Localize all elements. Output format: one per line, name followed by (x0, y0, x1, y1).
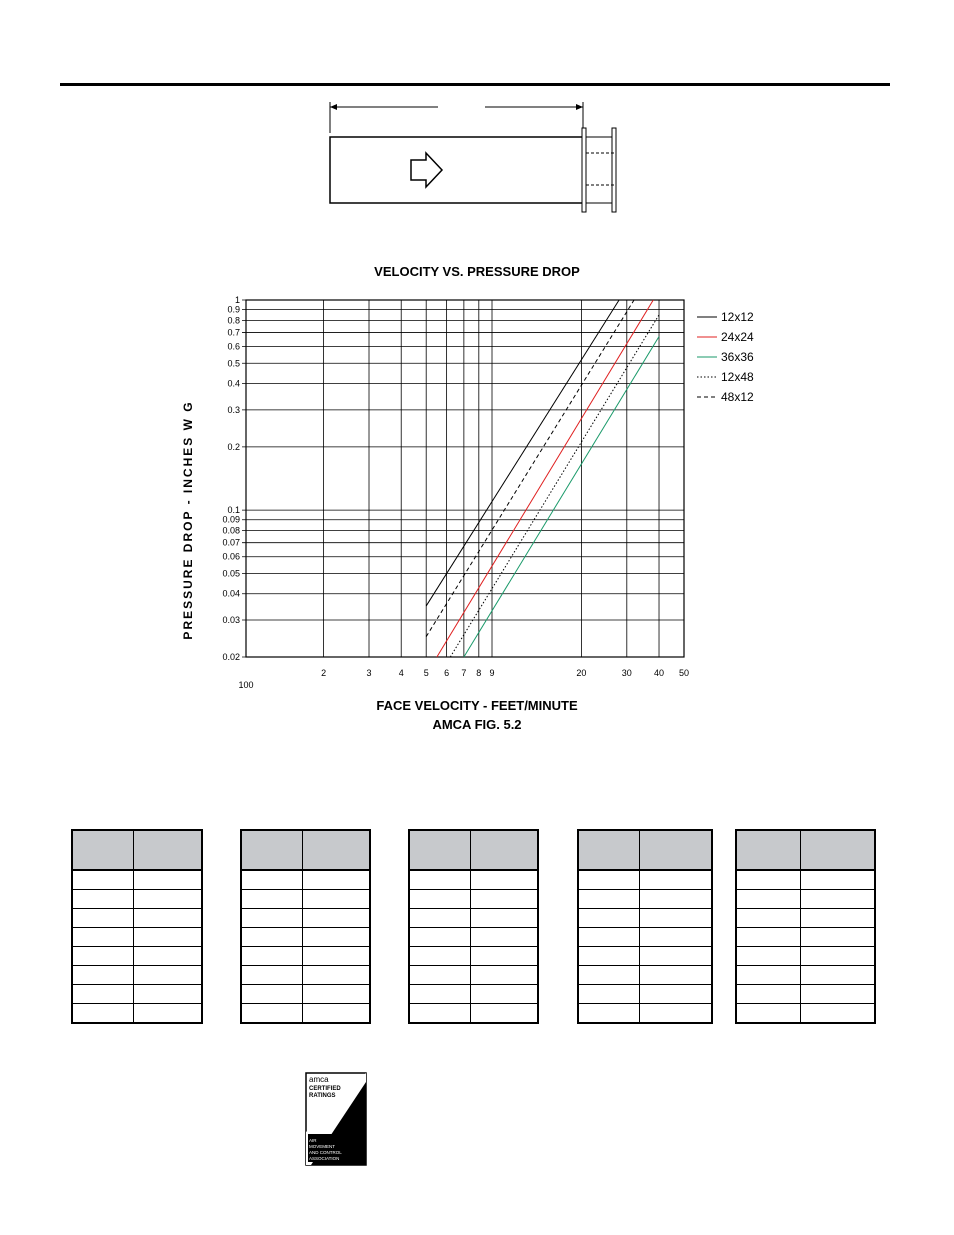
plot-frame (246, 300, 684, 657)
table-cell (471, 1004, 539, 1024)
table-cell (72, 870, 134, 890)
table-cell (134, 870, 203, 890)
svg-text:MOVEMENT: MOVEMENT (309, 1144, 336, 1149)
table-cell (241, 870, 303, 890)
x-tick-label: 4 (398, 668, 404, 678)
table-cell (736, 890, 801, 909)
table-cell (736, 909, 801, 928)
legend-swatch (697, 354, 717, 360)
table-row (736, 890, 875, 909)
svg-text:AIR: AIR (341, 1118, 352, 1124)
table-row (241, 909, 370, 928)
y-tick-label: 0.7 (227, 327, 240, 338)
legend-item-36x36 (697, 347, 754, 367)
table-cell (134, 966, 203, 985)
table-row (736, 870, 875, 890)
table-cell (134, 947, 203, 966)
table-cell (801, 985, 876, 1004)
table-cell (134, 985, 203, 1004)
table-cell (640, 928, 713, 947)
legend-swatch (697, 394, 717, 400)
table-row (578, 1004, 712, 1024)
legend-label: 36x36 (721, 350, 754, 364)
y-tick-label: 0.2 (227, 441, 240, 452)
x-tick-label: 9 (489, 668, 495, 678)
table-cell (578, 909, 640, 928)
y-tick-label: 0.08 (222, 525, 240, 536)
table-cell (134, 1004, 203, 1024)
table-row (578, 966, 712, 985)
x-tick-label: 6 (444, 668, 450, 678)
table-cell (241, 985, 303, 1004)
table-cell (241, 966, 303, 985)
table-cell (471, 985, 539, 1004)
table-row (241, 966, 370, 985)
table-cell (409, 870, 471, 890)
table-header-cell (736, 830, 801, 870)
table-cell (578, 890, 640, 909)
table-cell (303, 966, 371, 985)
table-cell (578, 985, 640, 1004)
y-tick-label: 0.04 (222, 588, 240, 599)
header-rule (60, 83, 890, 86)
y-tick-label: 0.06 (222, 551, 240, 562)
svg-text:AND CONTROL: AND CONTROL (309, 1150, 342, 1155)
table-cell (736, 947, 801, 966)
table-row (578, 928, 712, 947)
table-cell (303, 870, 371, 890)
table-header-cell (303, 830, 371, 870)
table-cell (736, 966, 801, 985)
table-cell (801, 890, 876, 909)
legend-label: 12x12 (721, 310, 754, 324)
data-table (408, 829, 539, 1024)
table-cell (241, 947, 303, 966)
table-row (736, 985, 875, 1004)
table-row (578, 985, 712, 1004)
table-cell (303, 909, 371, 928)
legend-label: 24x24 (721, 330, 754, 344)
table-header-cell (409, 830, 471, 870)
table-cell (640, 985, 713, 1004)
table-cell (801, 966, 876, 985)
table-cell (801, 909, 876, 928)
legend-item-24x24 (697, 327, 754, 347)
table-cell (578, 966, 640, 985)
table-row (241, 947, 370, 966)
legend-item-12x48 (697, 367, 754, 387)
y-tick-label: 0.3 (227, 404, 240, 415)
table-header-cell (640, 830, 713, 870)
table-row (72, 870, 202, 890)
x-tick-label: 20 (576, 668, 587, 678)
table-row (578, 870, 712, 890)
table-cell (72, 947, 134, 966)
table-header-cell (134, 830, 203, 870)
table-cell (241, 928, 303, 947)
svg-text:CERTIFIED: CERTIFIED (309, 1086, 341, 1092)
table-cell (736, 985, 801, 1004)
table-cell (72, 928, 134, 947)
y-axis-label: PRESSURE DROP - INCHES W G (181, 400, 195, 640)
y-tick-label: 0.9 (227, 304, 240, 315)
chart-legend (697, 307, 754, 407)
table-header-cell (801, 830, 876, 870)
table-row (72, 966, 202, 985)
y-tick-label: 0.05 (222, 568, 240, 579)
table-cell (409, 928, 471, 947)
svg-text:RATINGS: RATINGS (309, 1093, 336, 1099)
table-row (736, 928, 875, 947)
table-row (409, 947, 538, 966)
table-cell (801, 870, 876, 890)
table-cell (409, 1004, 471, 1024)
data-table (71, 829, 203, 1024)
x-tick-label: 2 (321, 668, 327, 678)
table-cell (640, 909, 713, 928)
svg-text:AIR: AIR (309, 1138, 317, 1143)
y-tick-label: 1 (234, 295, 240, 305)
legend-swatch (697, 374, 717, 380)
y-tick-label: 0.07 (222, 537, 240, 548)
table-row (241, 870, 370, 890)
table-row (409, 928, 538, 947)
y-tick-label: 0.02 (222, 652, 240, 662)
table-cell (736, 928, 801, 947)
table-cell (578, 870, 640, 890)
table-cell (409, 890, 471, 909)
table-cell (640, 966, 713, 985)
table-cell (72, 890, 134, 909)
x-tick-label: 7 (461, 668, 467, 678)
table-row (736, 1004, 875, 1024)
table-cell (134, 909, 203, 928)
table-row (72, 1004, 202, 1024)
x-tick-label: 3 (366, 668, 372, 678)
table-cell (303, 985, 371, 1004)
table-cell (303, 1004, 371, 1024)
y-tick-label: 0.4 (227, 378, 240, 389)
legend-swatch (697, 334, 717, 340)
damper-diagram (320, 96, 640, 221)
table-cell (640, 1004, 713, 1024)
x-axis-label: FACE VELOCITY - FEET/MINUTE (376, 698, 578, 713)
x-tick-label: 30 (621, 668, 632, 678)
table-cell (801, 928, 876, 947)
svg-text:ASSOCIATION: ASSOCIATION (309, 1156, 340, 1161)
table-row (72, 985, 202, 1004)
table-cell (72, 985, 134, 1004)
y-tick-label: 0.09 (222, 514, 240, 525)
table-cell (303, 890, 371, 909)
table-cell (578, 928, 640, 947)
table-header-cell (471, 830, 539, 870)
x-tick-label: 8 (476, 668, 482, 678)
table-row (72, 890, 202, 909)
y-tick-label: 0.03 (222, 614, 240, 625)
data-table (577, 829, 713, 1024)
table-row (736, 966, 875, 985)
table-row (578, 947, 712, 966)
table-row (72, 909, 202, 928)
series-line-12x48 (450, 315, 659, 657)
table-cell (241, 909, 303, 928)
data-table (735, 829, 876, 1024)
table-cell (409, 966, 471, 985)
table-header-cell (578, 830, 640, 870)
table-cell (801, 1004, 876, 1024)
table-row (72, 928, 202, 947)
table-row (736, 909, 875, 928)
legend-swatch (697, 314, 717, 320)
chart-subtitle: AMCA FIG. 5.2 (432, 717, 522, 732)
table-cell (241, 1004, 303, 1024)
table-cell (471, 928, 539, 947)
table-row (409, 890, 538, 909)
table-cell (72, 909, 134, 928)
table-row (409, 909, 538, 928)
table-row (72, 947, 202, 966)
x-tick-label: 100 (238, 680, 254, 690)
table-cell (134, 928, 203, 947)
table-cell (134, 890, 203, 909)
y-tick-label: 0.5 (227, 358, 240, 369)
x-tick-label: 5 (423, 668, 429, 678)
table-cell (471, 947, 539, 966)
y-tick-label: 0.1 (227, 505, 240, 516)
table-header-cell (72, 830, 134, 870)
table-row (241, 890, 370, 909)
table-cell (640, 870, 713, 890)
y-tick-label: 0.6 (227, 341, 240, 352)
series-line-36x36 (464, 337, 659, 657)
table-cell (578, 1004, 640, 1024)
table-cell (640, 890, 713, 909)
table-row (241, 1004, 370, 1024)
table-cell (736, 1004, 801, 1024)
legend-item-48x12 (697, 387, 754, 407)
table-header-cell (241, 830, 303, 870)
legend-label: 12x48 (721, 370, 754, 384)
table-cell (640, 947, 713, 966)
table-cell (471, 890, 539, 909)
table-cell (736, 870, 801, 890)
amca-certified-ratings-seal (305, 1072, 367, 1166)
table-row (241, 928, 370, 947)
table-row (409, 985, 538, 1004)
table-cell (409, 909, 471, 928)
series-line-48x12 (426, 300, 634, 637)
table-cell (409, 947, 471, 966)
x-tick-label: 40 (654, 668, 665, 678)
chart-title: VELOCITY VS. PRESSURE DROP (374, 264, 580, 279)
table-cell (303, 928, 371, 947)
table-cell (471, 966, 539, 985)
svg-text:amca: amca (309, 1075, 329, 1084)
table-cell (303, 947, 371, 966)
table-cell (471, 870, 539, 890)
table-cell (72, 1004, 134, 1024)
table-row (578, 909, 712, 928)
data-table (240, 829, 371, 1024)
table-cell (578, 947, 640, 966)
legend-label: 48x12 (721, 390, 754, 404)
legend-item-12x12 (697, 307, 754, 327)
table-row (736, 947, 875, 966)
table-row (578, 890, 712, 909)
table-cell (241, 890, 303, 909)
table-cell (409, 985, 471, 1004)
series-line-24x24 (437, 300, 653, 657)
y-tick-label: 0.8 (227, 315, 240, 326)
table-cell (72, 966, 134, 985)
table-row (241, 985, 370, 1004)
x-tick-label: 50 (678, 668, 690, 678)
table-row (409, 966, 538, 985)
table-cell (471, 909, 539, 928)
table-cell (801, 947, 876, 966)
table-row (409, 870, 538, 890)
table-row (409, 1004, 538, 1024)
